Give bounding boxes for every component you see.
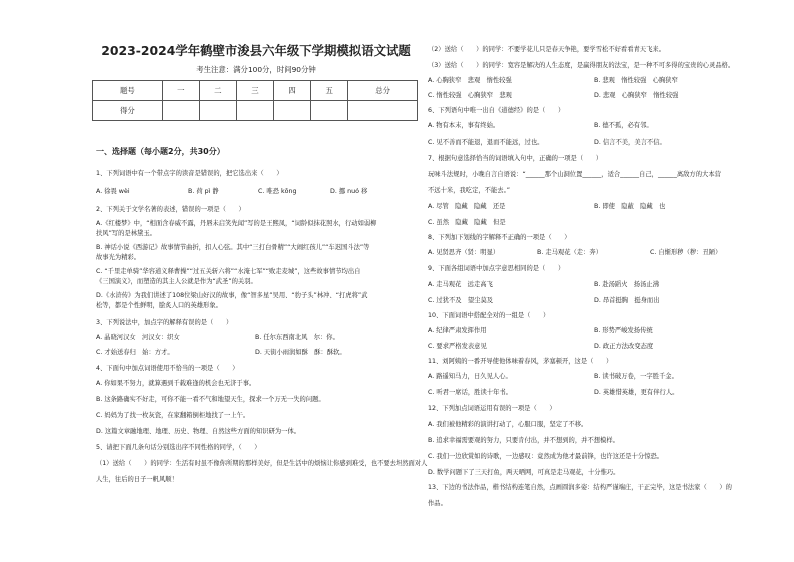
right-text-line-7: A. 物有本末，事有终始。 <box>428 122 500 129</box>
row1-cell-6: 总分 <box>348 81 418 101</box>
right-text-line-10: D. 信言不美，美言不信。 <box>594 139 666 146</box>
right-text-line-12: 玩味斗法规时，小晚自言自语说：“______那个山洞位置______，适合______自己，______离敌方的大本营 <box>428 171 721 178</box>
row1-cell-4: 四 <box>274 81 311 101</box>
right-text-line-29: C. 要求严格发表意见 <box>428 343 487 350</box>
left-text-line-3: C. 唯恐 kōng <box>258 188 297 195</box>
row1-cell-0: 题号 <box>93 81 163 101</box>
left-text-line-24: 5、请把下面几条句话分别选出序不同性格的同学，（ ） <box>96 444 261 451</box>
left-text-line-26: 人生，往后的日子一帆风顺！ <box>96 476 178 483</box>
right-text-line-8: B. 德不孤，必有邻。 <box>594 122 653 129</box>
section-heading: 一、选择题（每小题2分，共30分） <box>96 147 225 156</box>
row2-cell-2 <box>199 101 236 121</box>
left-text-line-14: 3、下列说法中，加点字的解释有误的是（ ） <box>96 319 233 326</box>
left-text-line-8: B. 神话小说《西游记》故事情节曲折，扣人心弦。其中“三打白骨精”“大闹红孩儿”“车迟国斗法”等 <box>96 244 370 251</box>
row2-cell-0: 得分 <box>93 101 163 121</box>
left-text-line-2: B. 荷 pì 静 <box>188 188 219 195</box>
left-text-line-13: 松等，都是个性鲜明，脍炙人口的英雄形象。 <box>96 302 222 309</box>
right-text-line-0: （2）送给（ ）的同学：不要学花儿只是春天争艳，要学雪松不好看看青天飞来。 <box>428 46 665 53</box>
left-text-line-21: B. 这条路确实不好走，可你不能一看不气和地望天生，探求一个万无一失的问题。 <box>96 396 325 403</box>
right-text-line-39: C. 我们一边欣赏如的诗歌，一边感叹：竟然成为他才最前锋，也许这还是十分惊恐。 <box>428 453 664 460</box>
right-text-line-16: C. 虽然 隐藏 隐藏 但是 <box>428 219 506 226</box>
right-text-line-28: B. 形势严峻发扬传统 <box>594 327 653 334</box>
row2-cell-5 <box>311 101 348 121</box>
row1-cell-3: 三 <box>236 81 273 101</box>
left-text-line-15: A. 晶晓河汉女 河汉女：织女 <box>96 334 180 341</box>
left-text-line-7: 扶风”写的是林黛玉。 <box>96 230 156 237</box>
row2-cell-3 <box>236 101 273 121</box>
left-text-line-0: 1、下列词语中有一个带点字的读音是错误的，把它选出来（ ） <box>96 170 283 177</box>
right-text-line-36: 12、下列加点词语运用有误的一项是（ ） <box>428 405 556 412</box>
right-text-line-31: 11、刘阿姨的一番开导使他体味着春风，茅塞顿开，这是（ ） <box>428 358 613 365</box>
left-text-line-1: A. 徐畏 wèi <box>96 188 130 195</box>
left-text-line-11: 《三国演义》，而塑造的其主人公就是作为“武圣”的关羽。 <box>96 278 257 285</box>
right-text-line-19: B. 走马观花（走：奔） <box>537 249 602 256</box>
left-text-line-17: C. 才始送春归 始：方才。 <box>96 349 174 356</box>
right-text-line-2: A. 心胸狭窄 悲观 惰性较强 <box>428 77 512 84</box>
right-text-line-22: A. 走马观花 远走高飞 <box>428 281 493 288</box>
left-text-line-5: 2、下列关于文学名著的表述，错误的一项是（ ） <box>96 206 245 213</box>
right-text-line-9: C. 见不善而不能退，退而不能远，过也。 <box>428 139 544 146</box>
right-text-line-6: 6、下列语句中唯一出自《道德经》的是（ ） <box>428 107 565 114</box>
left-text-line-22: C. 妈妈为了找一枚灰瓷，在家翻箱倒柜地找了一上午。 <box>96 412 250 419</box>
right-text-line-33: B. 读书破万卷，一字胜千金。 <box>594 373 678 380</box>
score-table-header-row <box>93 81 418 101</box>
right-text-line-17: 8、下列加下划线的字解释不正确的一项是（ ） <box>428 234 571 241</box>
row1-cell-2: 二 <box>199 81 236 101</box>
right-text-line-42: 作品。 <box>428 500 447 507</box>
right-text-line-34: C. 听君一席话，胜读十年书。 <box>428 389 512 396</box>
right-text-line-11: 7、根据句意选择恰当的词语填入句中，正确的一项是（ ） <box>428 155 603 162</box>
right-text-line-32: A. 路遥知马力，日久见人心。 <box>428 373 512 380</box>
right-text-line-37: A. 我们被他精彩的演讲打动了，心服口服，坚定了不移。 <box>428 421 588 428</box>
right-text-line-13: 不远十米，我吃定，不能去。” <box>428 187 510 194</box>
score-table-score-row <box>93 101 418 121</box>
row1-cell-1: 一 <box>162 81 199 101</box>
right-text-line-26: 10、下面词语中搭配全对的一组是（ ） <box>428 312 550 319</box>
left-text-line-10: C. “千里走单骑”华容道义释曹操”“过五关斩六将”“水淹七军”“败走麦城”，这些故事情节均出自 <box>96 268 361 275</box>
right-text-line-15: B. 即使 隐蔽 隐藏 也 <box>594 203 666 210</box>
row1-cell-5: 五 <box>311 81 348 101</box>
left-text-line-16: B. 任尔东西南北风 尔：你。 <box>255 334 339 341</box>
right-text-line-3: B. 悲观 惰性较强 心胸狭窄 <box>594 77 678 84</box>
right-text-line-18: A. 见贤思齐（贤：明显） <box>428 249 500 256</box>
left-text-line-19: 4、下面句中加点词语使用不恰当的一项是（ ） <box>96 365 239 372</box>
right-text-line-21: 9、下面各组词语中加点字意思相同的是（ ） <box>428 265 565 272</box>
page-title: 2023-2024学年鹤壁市浚县六年级下学期模拟语文试题 <box>101 43 411 58</box>
right-text-line-5: D. 悲观 心胸狭窄 惰性较强 <box>594 92 679 99</box>
row2-cell-4 <box>274 101 311 121</box>
right-text-line-40: D. 数学问题下了三天打鱼，两天晒网，可真是走马观花，十分惟巧。 <box>428 469 620 476</box>
right-text-line-30: D. 政正方法改变态度 <box>594 343 654 350</box>
right-text-line-4: C. 惰性较强 心胸狭窄 悲观 <box>428 92 512 99</box>
exam-notice: 考生注意：满分100分，时间90分钟 <box>196 65 316 74</box>
score-table <box>92 80 418 121</box>
left-text-line-23: D. 这篇文章融地理、地理、历史、物理、自然这些方面的知识研为一体。 <box>96 428 301 435</box>
right-text-line-14: A. 尽管 隐藏 隐藏 还是 <box>428 203 506 210</box>
left-text-line-18: D. 天街小雨润如酥 酥：酥软。 <box>255 349 346 356</box>
left-text-line-25: （1）送给（ ）的同学：生活有时虽不像你所期的那样美好，但是生活中的烦恼让你感到难受，也不要去坦然面对人 <box>96 460 428 467</box>
left-text-line-6: A.《红楼梦》中，“相面含春威不露，丹唇未启笑先闻”写的是王熙凤，“词龄似抹花照水，行动如弱柳 <box>96 220 377 227</box>
left-text-line-4: D. 挪 nuó 移 <box>330 188 368 195</box>
right-text-line-20: C. 自惭形秽（秽：丑陋） <box>650 249 722 256</box>
right-text-line-27: A. 纪律严肃发挥作用 <box>428 327 487 334</box>
right-text-line-41: 13、下边的书法作品，楷书结构连笔自然，点画圆润多姿：结构严谨端庄，干正完毕，这是书法家（ ）的 <box>428 484 732 491</box>
right-text-line-35: D. 英雄惜英雄，更有伴行人。 <box>594 389 679 396</box>
left-text-line-20: A. 你如果不努力，就算遇到千载难逢的机会也无济于事。 <box>96 380 256 387</box>
left-text-line-9: 故事光为精彩。 <box>96 254 141 261</box>
right-text-line-25: D. 昂首挺胸 挺身而出 <box>594 297 660 304</box>
right-text-line-38: B. 追求幸福需要观的努力，只要肯付出，并不想到的，并不想模样。 <box>428 437 619 444</box>
left-text-line-12: D.《水浒传》为我们讲述了108位梁山好汉的故事，像“智多星”吴用、“豹子头”林冲、“打虎将”武 <box>96 292 368 299</box>
right-text-line-23: B. 赴汤蹈火 扬汤止沸 <box>594 281 659 288</box>
row2-cell-6 <box>348 101 418 121</box>
right-text-line-24: C. 过犹不及 望尘莫及 <box>428 297 494 304</box>
right-text-line-1: （3）送给（ ）的同学：宽容是解决的人生态度，是赢得朋友的法宝，是一种不可多得的宝贵的心灵品格。 <box>428 62 735 69</box>
row2-cell-1 <box>162 101 199 121</box>
